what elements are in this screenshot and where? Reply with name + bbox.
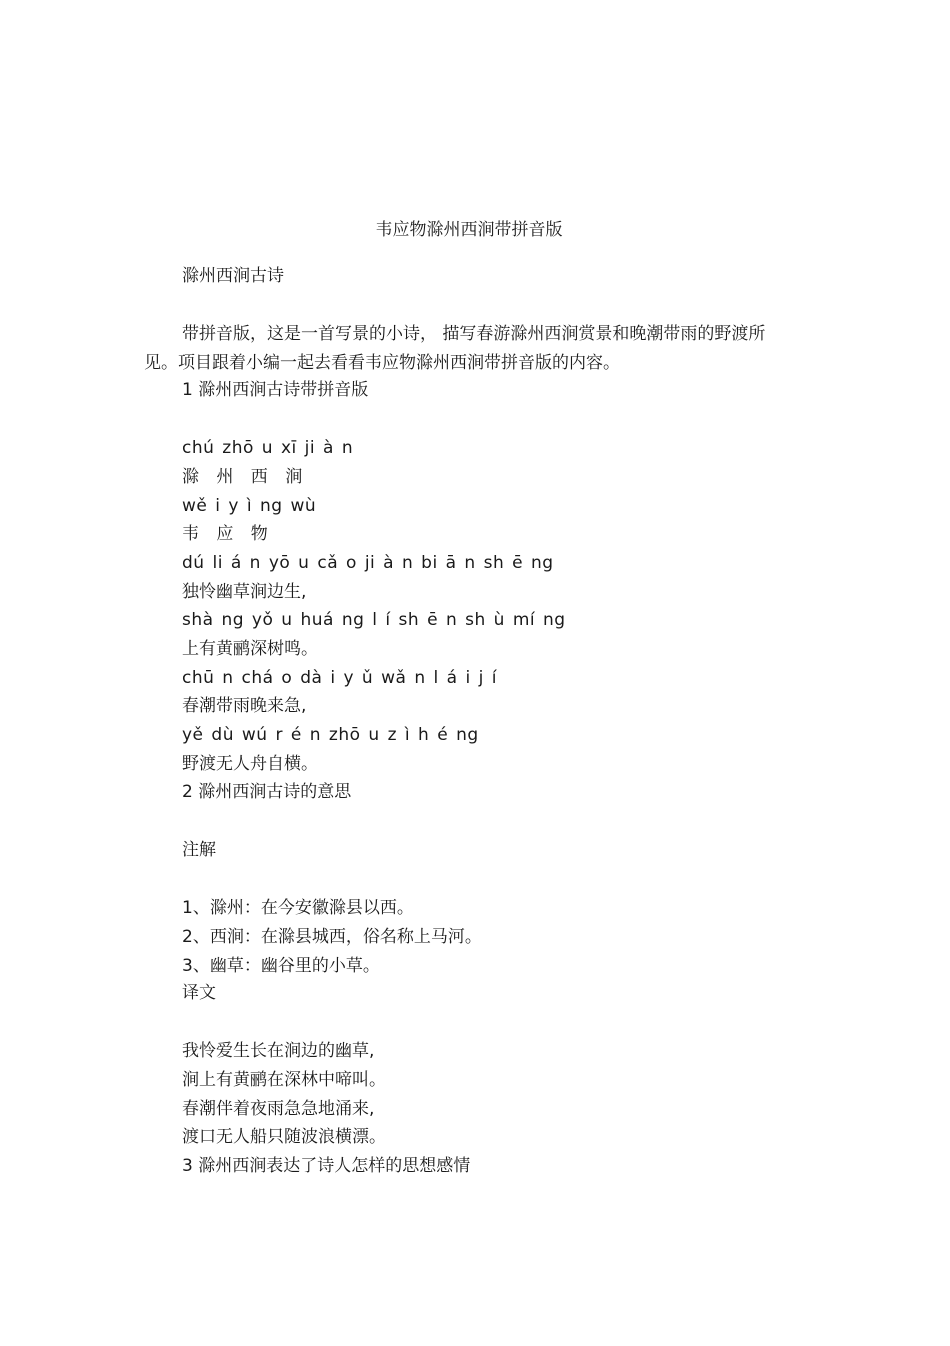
poem-line2-hanzi: 上有黄鹂深树鸣。 (182, 639, 318, 659)
section1-heading: 1 滁州西涧古诗带拼音版 (182, 380, 369, 400)
poem-line1-hanzi: 独怜幽草涧边生, (182, 582, 307, 602)
section2-heading: 2 滁州西涧古诗的意思 (182, 782, 352, 802)
poem-line4-hanzi: 野渡无人舟自横。 (182, 754, 318, 774)
poem-line2-pinyin: shà ng yǒ u huá ng l í sh ē n sh ù mí ng (182, 610, 566, 630)
poem-line4-pinyin: yě dù wú r é n zhō u z ì h é ng (182, 725, 479, 745)
note-item: 1、滁州：在今安徽滁县以西。 (182, 898, 414, 918)
poem-title-pinyin: chú zhō u xī ji à n (182, 438, 354, 458)
translation-line: 春潮伴着夜雨急急地涌来, (182, 1099, 375, 1119)
section3-heading: 3 滁州西涧表达了诗人怎样的思想感情 (182, 1156, 471, 1176)
poem-author-pinyin: wě i y ì ng wù (182, 496, 317, 516)
translation-line: 涧上有黄鹂在深林中啼叫。 (182, 1070, 386, 1090)
translation-heading: 译文 (182, 983, 216, 1003)
poem-title-hanzi: 滁 州 西 涧 (182, 467, 309, 487)
note-item: 3、幽草：幽谷里的小草。 (182, 956, 380, 976)
subtitle: 滁州西涧古诗 (182, 266, 284, 286)
note-item: 2、西涧：在滁县城西，俗名称上马河。 (182, 927, 482, 947)
notes-heading: 注解 (182, 840, 216, 860)
translation-line: 渡口无人船只随波浪横漂。 (182, 1127, 386, 1147)
poem-line3-pinyin: chū n chá o dà i y ǔ wǎ n l á i j í (182, 668, 497, 688)
page-title: 韦应物滁州西涧带拼音版 (375, 220, 563, 240)
intro-paragraph: 带拼音版，这是一首写景的小诗， 描写春游滁州西涧赏景和晚潮带雨的野渡所见。项目跟着小编一起去看看韦应物滁州西涧带拼音版的内容。 (144, 324, 766, 373)
translation-line: 我怜爱生长在涧边的幽草, (182, 1041, 375, 1061)
poem-author-hanzi: 韦 应 物 (182, 524, 274, 544)
poem-line3-hanzi: 春潮带雨晚来急, (182, 696, 307, 716)
poem-line1-pinyin: dú li á n yō u cǎ o ji à n bi ā n sh ē ng (182, 553, 554, 573)
